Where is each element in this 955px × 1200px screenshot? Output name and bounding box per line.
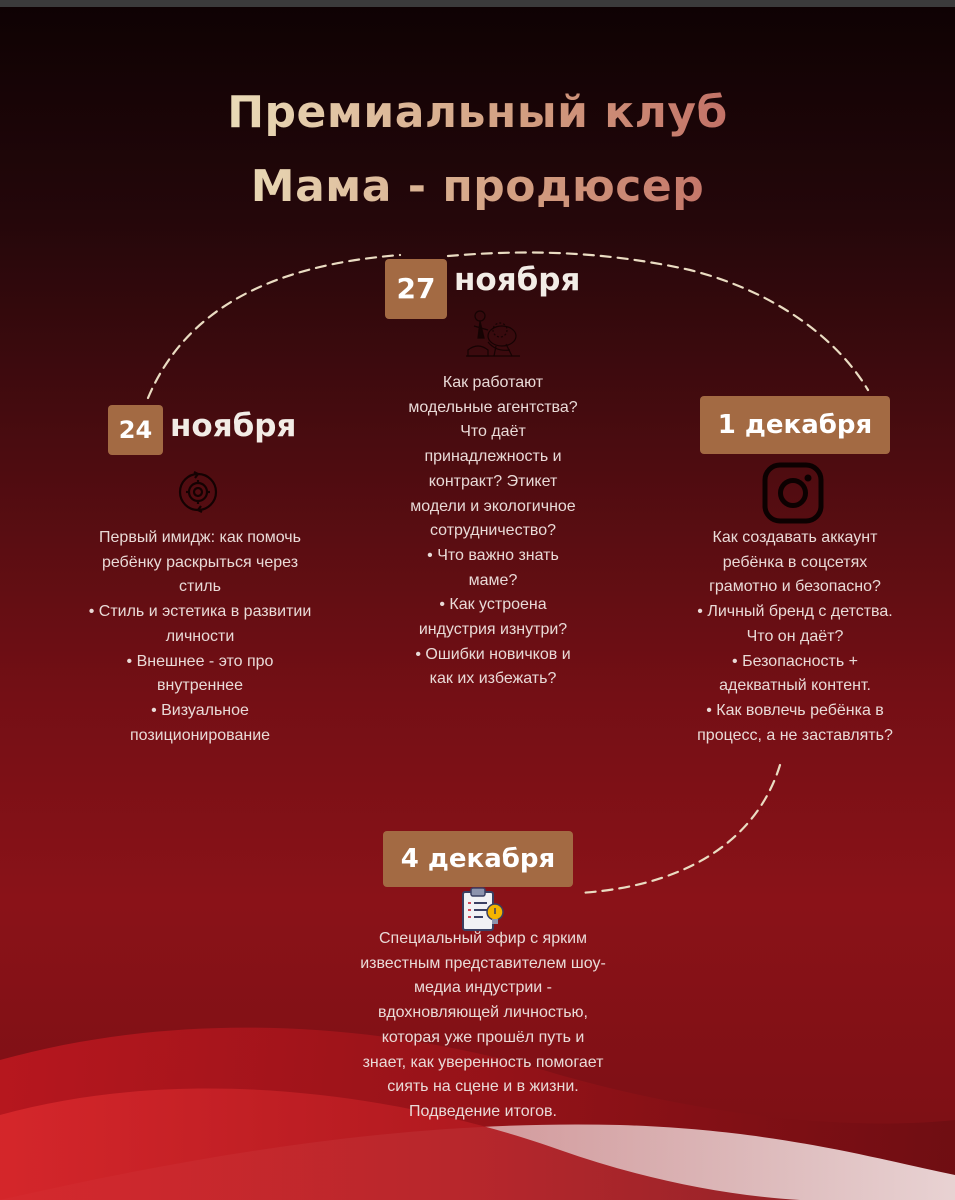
desc-line: • Безопасность + xyxy=(732,652,858,670)
instagram-icon xyxy=(762,462,824,528)
desc-line: внутреннее xyxy=(157,677,243,695)
desc-line: Подведение итогов. xyxy=(409,1102,557,1120)
desc-line: • Стиль и эстетика в развитии xyxy=(88,603,312,621)
desc-line: индустрия изнутри? xyxy=(418,621,568,639)
desc-line: сотрудничество? xyxy=(429,522,557,540)
desc-line: • Что важно знать xyxy=(427,546,559,564)
desc-line: принадлежность и xyxy=(424,448,562,466)
desc-line: стиль xyxy=(179,578,221,596)
month-label-nov27: ноября xyxy=(454,262,581,298)
desc-line: Первый имидж: как помочь xyxy=(99,529,301,546)
desc-line: известным представителем шоу- xyxy=(360,954,606,972)
desc-line: модели и экологичное xyxy=(410,497,576,515)
desc-line: контракт? Этикет xyxy=(428,472,558,490)
month-label-nov24: ноября xyxy=(170,408,297,444)
desc-line: ребёнка в соцсетях xyxy=(722,553,868,571)
description-dec1 xyxy=(640,526,950,748)
desc-line: которая уже прошёл путь и xyxy=(381,1028,585,1046)
title-line-2: Мама - продюсер xyxy=(250,161,705,212)
desc-line: как их избежать? xyxy=(429,670,557,688)
desc-line: • Как устроена xyxy=(439,596,547,614)
desc-line: личности xyxy=(165,627,235,645)
desc-line: Как работают xyxy=(442,374,544,391)
desc-line: Как создавать аккаунт xyxy=(712,529,878,546)
date-badge-nov24: 24 xyxy=(108,405,163,455)
date-badge-dec1: 1 декабря xyxy=(700,396,890,454)
desc-line: • Визуальное xyxy=(151,701,249,719)
desc-line: вдохновляющей личностью, xyxy=(378,1004,588,1022)
page-title xyxy=(0,76,955,224)
desc-line: маме? xyxy=(468,571,518,589)
desc-line: грамотно и безопасно? xyxy=(709,578,881,596)
date-badge-dec4: 4 декабря xyxy=(383,831,573,887)
desc-line: адекватный контент. xyxy=(719,677,871,695)
desc-line: сиять на сцене и в жизни. xyxy=(387,1078,579,1096)
desc-line: знает, как уверенность помогает xyxy=(362,1053,604,1071)
desc-line: • Ошибки новичков и xyxy=(415,645,571,663)
desc-line: ребёнку раскрыться через xyxy=(101,553,299,571)
description-nov24 xyxy=(30,526,370,748)
desc-line: Что он даёт? xyxy=(746,627,844,645)
desc-line: • Личный бренд с детства. xyxy=(697,603,893,621)
desc-line: процесс, а не заставлять? xyxy=(697,726,893,744)
desc-line: модельные агентства? xyxy=(408,398,578,416)
desc-line: • Как вовлечь ребёнка в xyxy=(706,701,884,719)
lion-figure-icon xyxy=(460,300,526,370)
description-nov27 xyxy=(320,371,666,692)
title-line-1: Премиальный клуб xyxy=(227,87,728,138)
desc-line: позиционирование xyxy=(129,726,271,744)
desc-line: Специальный эфир с ярким xyxy=(378,930,588,947)
description-dec4 xyxy=(300,927,666,1125)
arc-right xyxy=(580,765,780,893)
date-badge-nov27: 27 xyxy=(385,259,447,319)
desc-line: • Внешнее - это про xyxy=(126,652,274,670)
desc-line: Что даёт xyxy=(460,423,526,441)
target-gear-icon xyxy=(170,464,226,524)
desc-line: медиа индустрии - xyxy=(414,979,552,997)
